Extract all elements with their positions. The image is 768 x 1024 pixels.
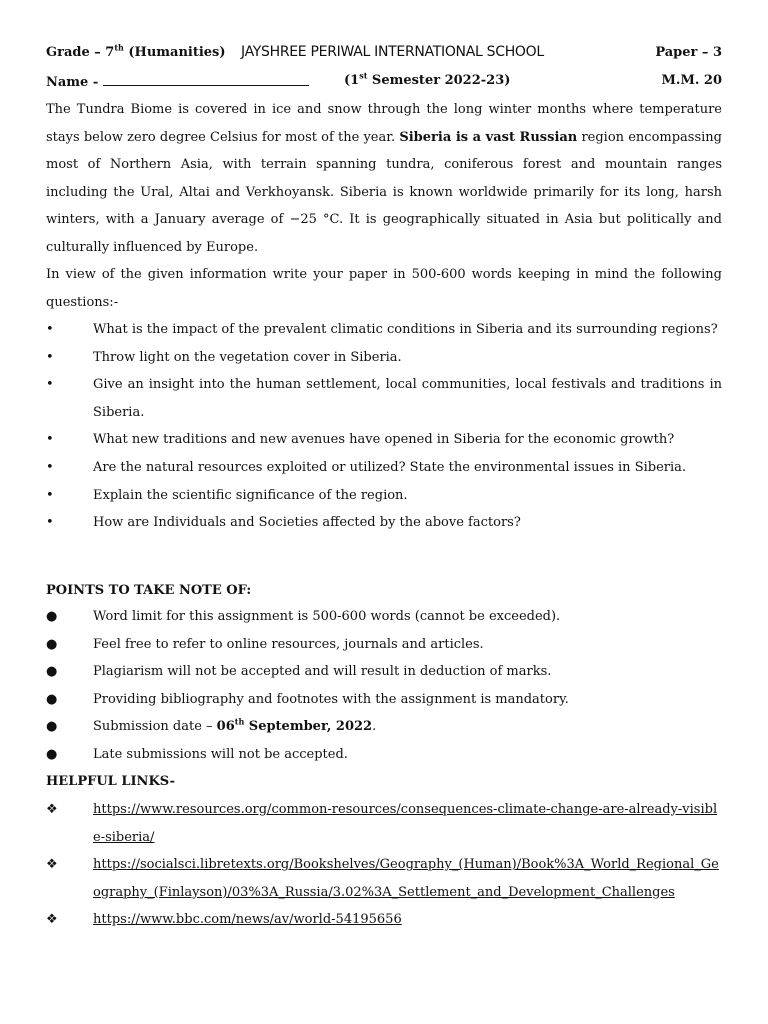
header-row-1 xyxy=(46,42,722,67)
list-item: ● Word limit for this assignment is 500-600 words (cannot be exceeded). xyxy=(46,603,722,631)
list-item: • Give an insight into the human settlement, local communities, local festivals and traditions in Siberia. xyxy=(46,371,722,426)
bullet-icon: • xyxy=(46,322,54,337)
bullet-icon: • xyxy=(46,487,54,503)
list-item xyxy=(46,851,722,906)
semester-label: (1st Semester 2022-23) xyxy=(344,70,511,88)
bullet-icon: ● xyxy=(46,609,58,624)
bullet-icon: • xyxy=(46,349,54,365)
list-item xyxy=(46,906,722,934)
bullet-icon: • xyxy=(46,459,54,475)
link-bbc[interactable]: https://www.bbc.com/news/av/world-54195656 xyxy=(93,912,402,928)
bullet-icon: • xyxy=(46,377,54,393)
max-marks: M.M. 20 xyxy=(661,73,722,88)
name-field: Name - xyxy=(46,73,309,90)
school-name: JAYSHREE PERIWAL INTERNATIONAL SCHOOL xyxy=(241,44,544,60)
points-list xyxy=(46,603,722,769)
list-item: • Throw light on the vegetation cover in Siberia. xyxy=(46,344,722,372)
bullet-icon: ● xyxy=(46,746,58,762)
diamond-bullet-icon: ❖ xyxy=(46,802,58,817)
list-item: • Explain the scientific significance of the region. xyxy=(46,482,722,510)
instruction-paragraph: In view of the given information write your paper in 500-600 words keeping in mind the following questions:- xyxy=(46,267,722,310)
links-heading: HELPFUL LINKS- xyxy=(46,774,176,789)
header-row-2 xyxy=(46,70,722,95)
list-item: ● Submission date – 06th September, 2022. xyxy=(46,713,722,741)
question-list xyxy=(46,316,722,537)
bullet-icon: ● xyxy=(46,691,58,707)
list-item: • What is the impact of the prevalent climatic conditions in Siberia and its surrounding regions? xyxy=(46,316,722,344)
list-item: • How are Individuals and Societies affected by the above factors? xyxy=(46,509,722,537)
link-resources-org[interactable]: https://www.resources.org/common-resources/consequences-climate-change-are-already-visible-siberia/ xyxy=(93,802,718,845)
list-item: ● Feel free to refer to online resources, journals and articles. xyxy=(46,631,722,659)
bullet-icon: ● xyxy=(46,719,58,735)
diamond-bullet-icon: ❖ xyxy=(46,857,58,873)
links-list xyxy=(46,796,722,934)
bullet-icon: ● xyxy=(46,664,58,680)
grade-label: Grade – 7th (Humanities) xyxy=(46,42,226,60)
name-blank-line xyxy=(103,73,309,86)
paper-number: Paper – 3 xyxy=(655,45,722,60)
bullet-icon: ● xyxy=(46,636,58,652)
list-item: ● Providing bibliography and footnotes with the assignment is mandatory. xyxy=(46,686,722,714)
points-heading: POINTS TO TAKE NOTE OF: xyxy=(46,583,252,598)
bullet-icon: • xyxy=(46,515,54,531)
diamond-bullet-icon: ❖ xyxy=(46,912,58,928)
list-item: ● Plagiarism will not be accepted and will result in deduction of marks. xyxy=(46,658,722,686)
link-libretexts[interactable]: https://socialsci.libretexts.org/Bookshelves/Geography_(Human)/Book%3A_World_Regional_Geography_(Finlayson)/03%3A_Russia/3.02%3A_Settlement_and_Development_Challenges xyxy=(93,857,719,900)
list-item: ● Late submissions will not be accepted. xyxy=(46,741,722,769)
list-item: • Are the natural resources exploited or utilized? State the environmental issues in Siberia. xyxy=(46,454,722,482)
bullet-icon: • xyxy=(46,432,54,448)
list-item xyxy=(46,796,722,851)
list-item: • What new traditions and new avenues have opened in Siberia for the economic growth? xyxy=(46,426,722,454)
intro-paragraph: The Tundra Biome is covered in ice and snow through the long winter months where temperature stays below zero degree Celsius for most of the year. Siberia is a vast Russian region encompassing most of Northern Asia, with terrain spanning tundra, coniferous forest and mountain ranges including the Ural, Altai and Verkhoyansk. Siberia is known worldwide primarily for its long, harsh winters, with a January average of −25 °C. It is geographically situated in Asia but politically and culturally influenced by Europe. xyxy=(46,102,722,255)
